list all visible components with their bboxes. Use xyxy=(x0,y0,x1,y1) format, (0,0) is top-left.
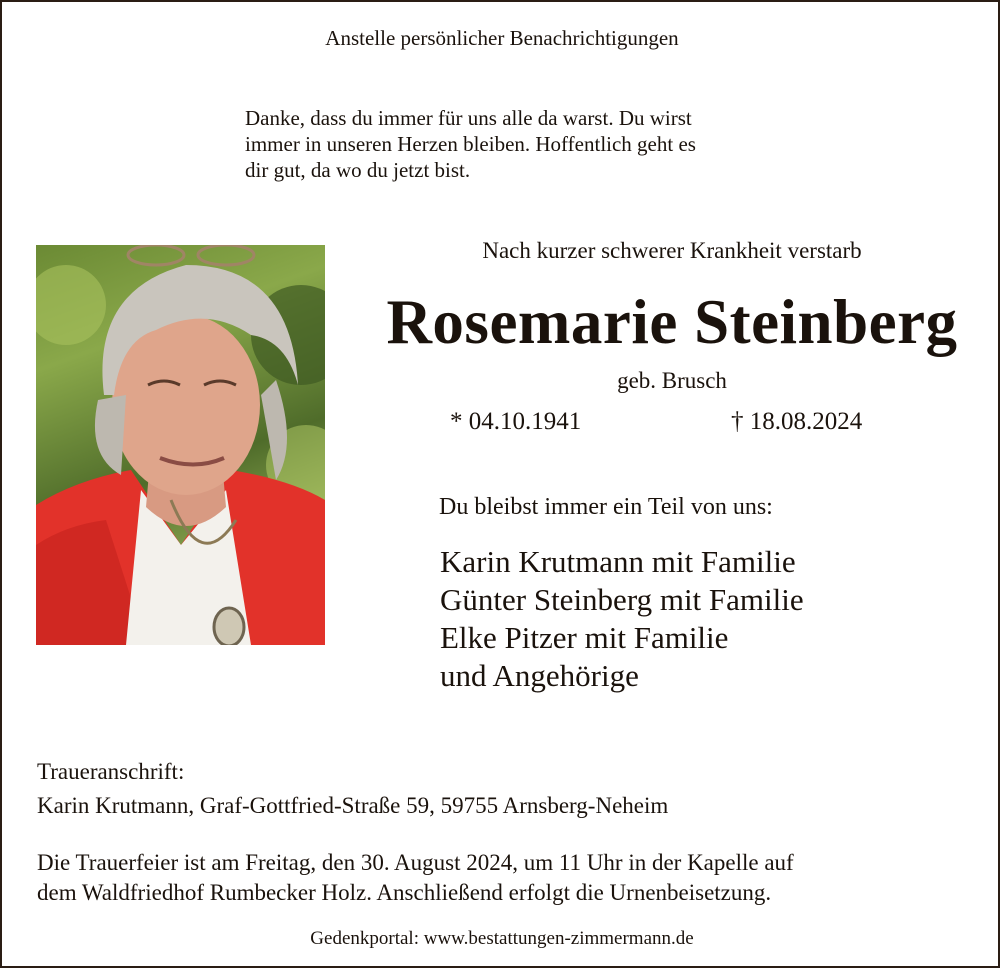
death-date: † 18.08.2024 xyxy=(731,408,863,435)
mourner-item: und Angehörige xyxy=(440,658,639,693)
portrait-photo xyxy=(36,245,325,645)
ceremony-line: dem Waldfriedhof Rumbecker Holz. Anschließend erfolgt die Urnenbeisetzung. xyxy=(37,880,772,905)
mourner-item: Karin Krutmann mit Familie xyxy=(440,544,796,579)
intro-text: Nach kurzer schwerer Krankheit verstarb xyxy=(482,238,862,263)
mourners-list xyxy=(440,543,804,695)
memorial-portal: Gedenkportal: www.bestattungen-zimmermann.de xyxy=(310,928,694,949)
mourning-address: Karin Krutmann, Graf-Gottfried-Straße 59, 59755 Arnsberg-Neheim xyxy=(37,793,669,818)
mourner-item: Günter Steinberg mit Familie xyxy=(440,582,804,617)
quote-line: immer in unseren Herzen bleiben. Hoffentlich geht es xyxy=(245,132,696,156)
portrait-illustration xyxy=(36,245,325,645)
maiden-name: geb. Brusch xyxy=(617,368,727,393)
ceremony-line: Die Trauerfeier ist am Freitag, den 30. August 2024, um 11 Uhr in der Kapelle auf xyxy=(37,850,794,875)
address-label: Traueranschrift: xyxy=(37,759,185,784)
deceased-name: Rosemarie Steinberg xyxy=(386,287,958,357)
quote-line: dir gut, da wo du jetzt bist. xyxy=(245,158,471,182)
notice-header: Anstelle persönlicher Benachrichtigungen xyxy=(325,26,679,50)
farewell-quote xyxy=(245,105,785,183)
birth-date: * 04.10.1941 xyxy=(450,408,582,435)
mourner-item: Elke Pitzer mit Familie xyxy=(440,620,729,655)
ceremony-details xyxy=(37,848,794,908)
quote-line: Danke, dass du immer für uns alle da warst. Du wirst xyxy=(245,106,692,130)
farewell-line: Du bleibst immer ein Teil von uns: xyxy=(439,494,773,520)
